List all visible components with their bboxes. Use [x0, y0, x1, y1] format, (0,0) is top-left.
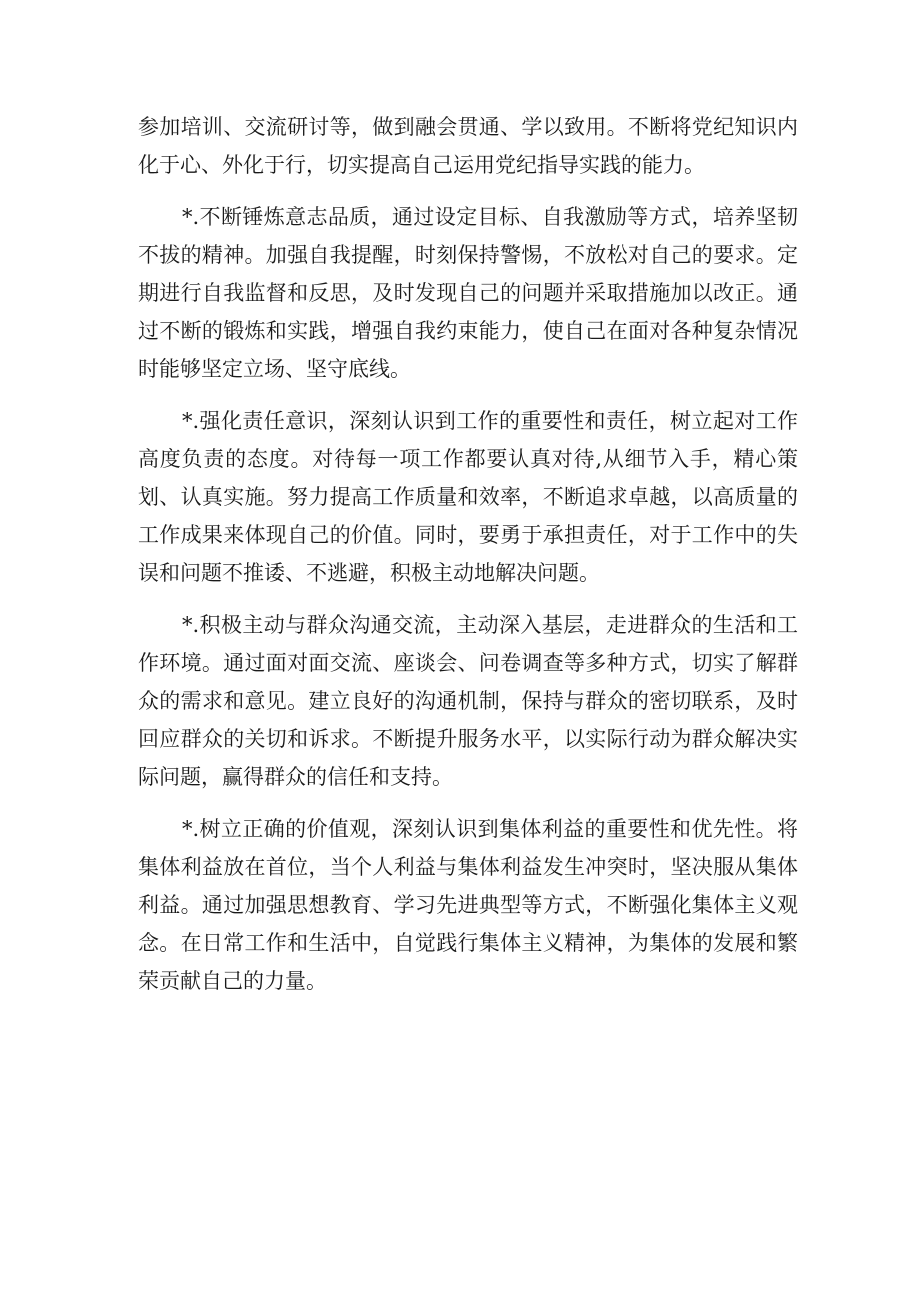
paragraph-responsibility: *.强化责任意识，深刻认识到工作的重要性和责任，树立起对工作高度负责的态度。对待每一项工作都要认真对待,从细节入手，精心策划、认真实施。努力提高工作质量和效率，不断追求卓越，以高质量的工作成果来体现自己的价值。同时，要勇于承担责任，对于工作中的失误和问题不推诿、不逃避，积极主动地解决问题。	[138, 409, 798, 585]
paragraph-communication: *.积极主动与群众沟通交流，主动深入基层，走进群众的生活和工作环境。通过面对面交流、座谈会、问卷调查等多种方式，切实了解群众的需求和意见。建立良好的沟通机制，保持与群众的密切联系，及时回应群众的关切和诉求。不断提升服务水平，以实际行动为群众解决实际问题，赢得群众的信任和支持。	[138, 613, 798, 789]
paragraph-continuation: 参加培训、交流研讨等，做到融会贯通、学以致用。不断将党纪知识内化于心、外化于行，切实提高自己运用党纪指导实践的能力。	[138, 115, 798, 177]
paragraph-willpower: *.不断锤炼意志品质，通过设定目标、自我激励等方式，培养坚韧不拔的精神。加强自我提醒，时刻保持警惕，不放松对自己的要求。定期进行自我监督和反思，及时发现自己的问题并采取措施加以改正。通过不断的锻炼和实践，增强自我约束能力，使自己在面对各种复杂情况时能够坚定立场、坚守底线。	[138, 205, 798, 381]
paragraph-collective-values: *.树立正确的价值观，深刻认识到集体利益的重要性和优先性。将集体利益放在首位，当个人利益与集体利益发生冲突时，坚决服从集体利益。通过加强思想教育、学习先进典型等方式，不断强化集体主义观念。在日常工作和生活中，自觉践行集体主义精神，为集体的发展和繁荣贡献自己的力量。	[138, 817, 798, 993]
document-body	[138, 108, 798, 1014]
